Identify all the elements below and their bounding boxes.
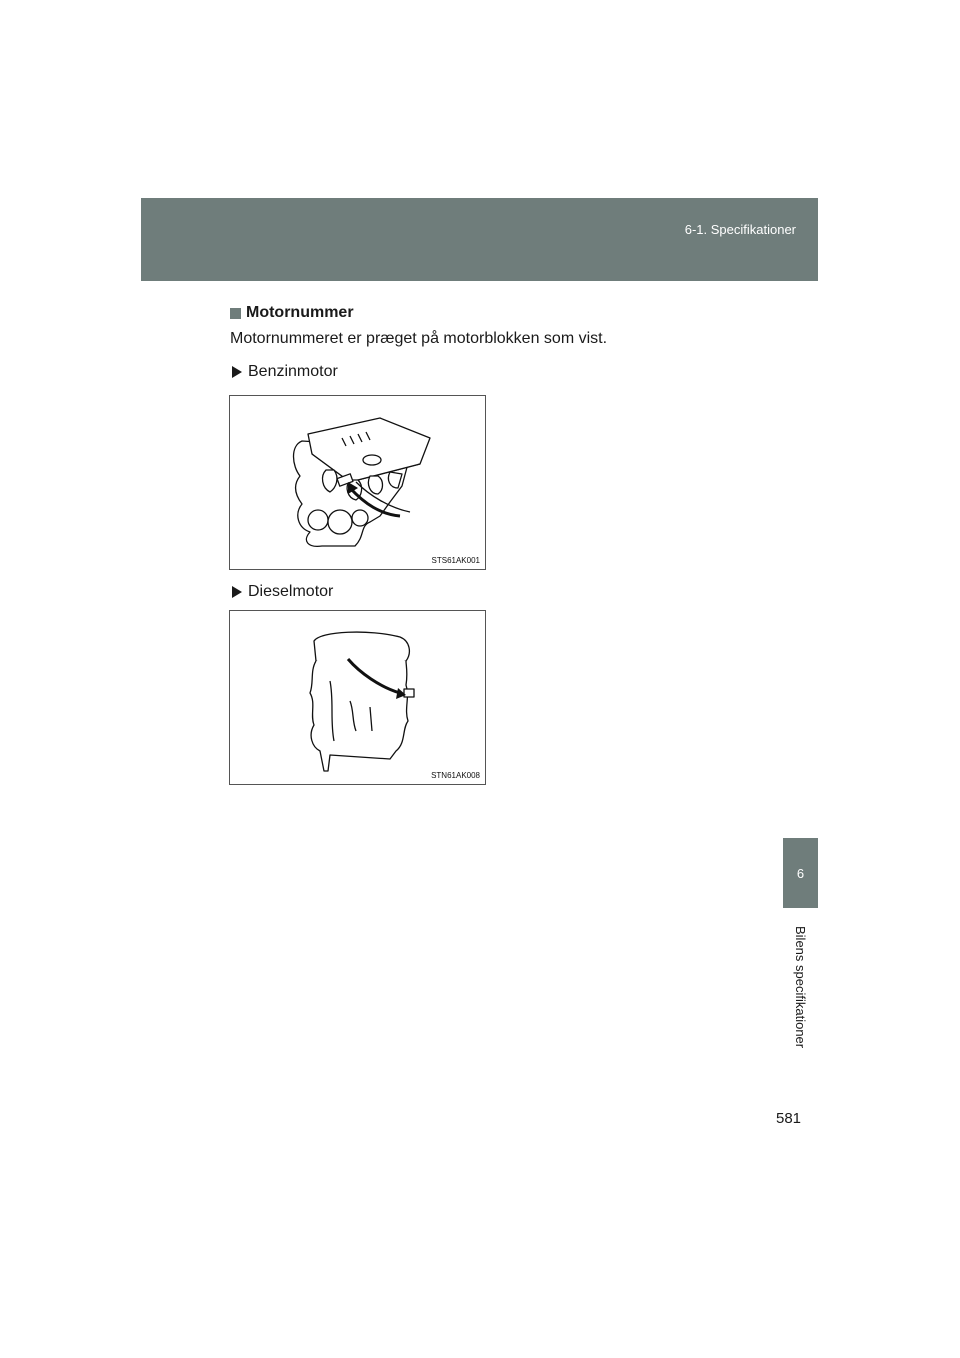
body-text: Motornummeret er præget på motorblokken som vist.: [230, 330, 608, 347]
variant-diesel: [230, 583, 333, 601]
section-heading-text: Motornummer: [246, 304, 354, 321]
header-band: [141, 198, 818, 281]
variant-petrol: [230, 363, 338, 381]
variant-diesel-label: Dieselmotor: [248, 583, 334, 600]
section-heading: [230, 304, 354, 322]
figure-code: STN61AK008: [431, 771, 480, 780]
triangle-bullet-icon: [232, 366, 242, 378]
chapter-tab: [783, 838, 818, 908]
chapter-number: 6: [796, 865, 805, 881]
figure-code: STS61AK001: [431, 556, 480, 565]
square-bullet-icon: [230, 308, 241, 319]
chapter-label-text: Bilens specifikationer: [793, 925, 808, 1049]
chapter-label: [783, 912, 818, 1062]
page-number: 581: [776, 1110, 802, 1127]
triangle-bullet-icon: [232, 586, 242, 598]
petrol-engine-figure: [229, 395, 486, 570]
diesel-engine-figure: [229, 610, 486, 785]
section-title: 6-1. Specifikationer: [684, 222, 796, 237]
diesel-engine-illustration: [230, 611, 485, 784]
variant-petrol-label: Benzinmotor: [248, 363, 338, 380]
petrol-engine-illustration: [230, 396, 485, 569]
